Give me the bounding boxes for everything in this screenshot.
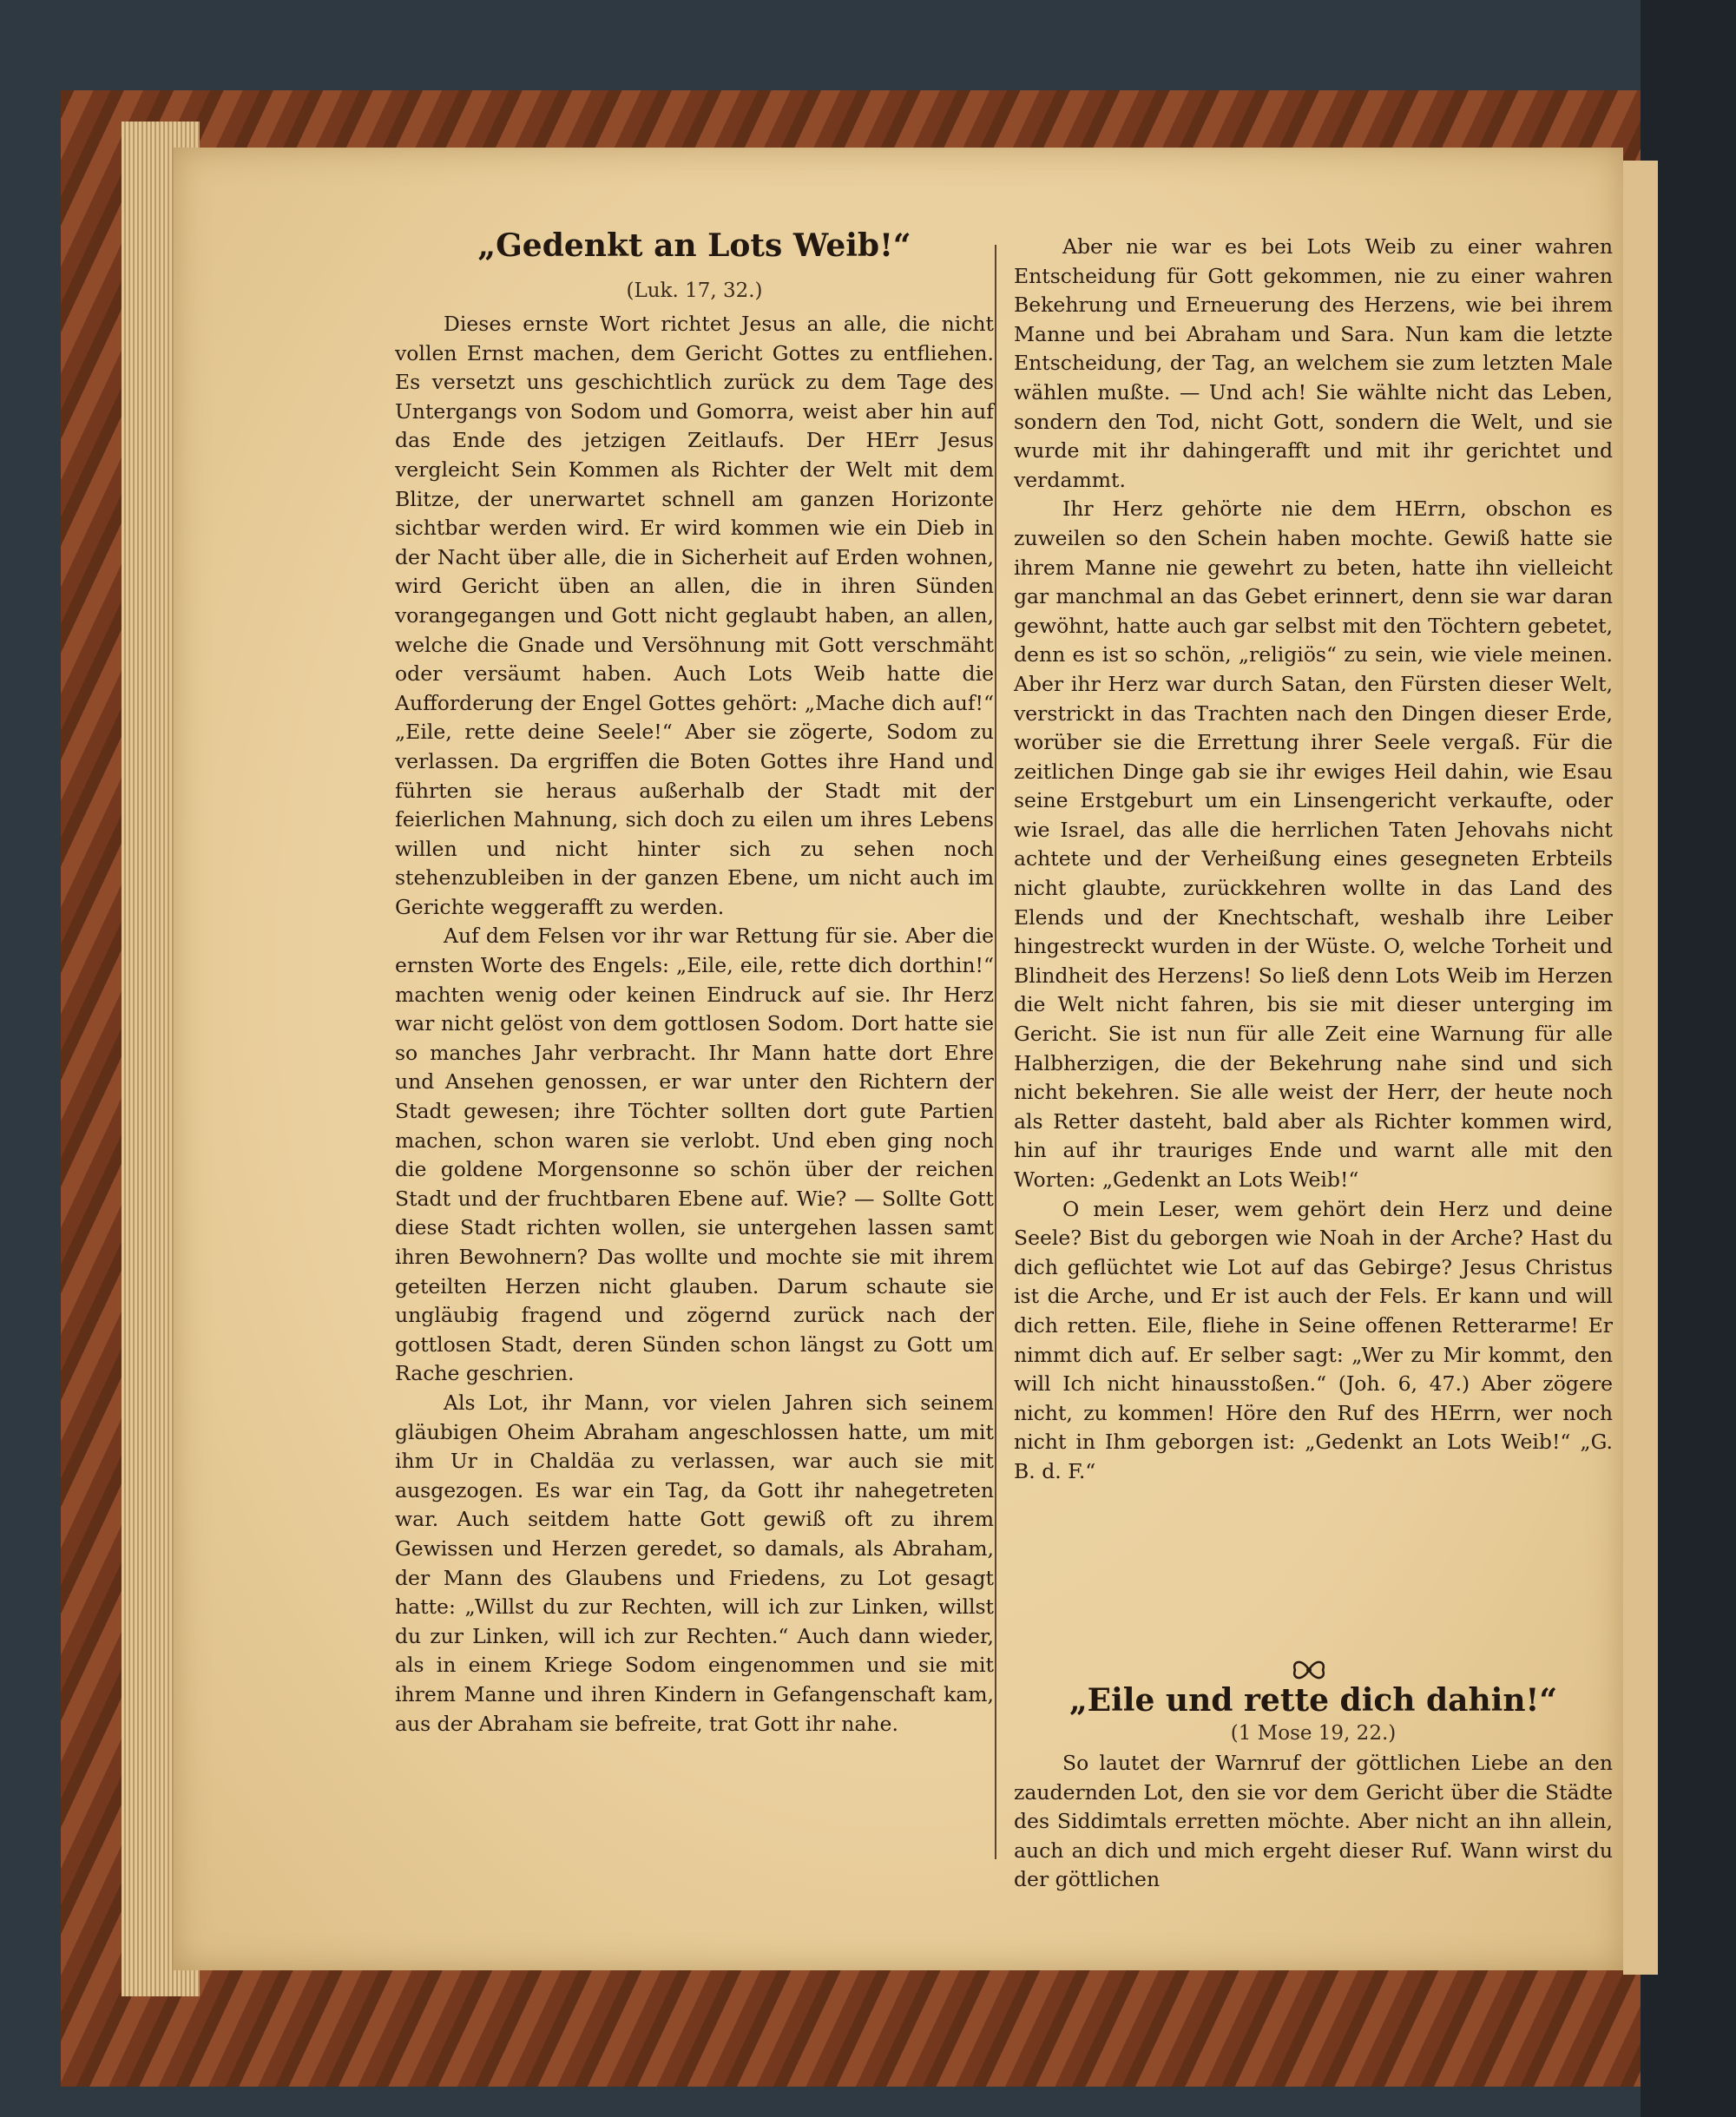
article-title: „Gedenkt an Lots Weib!“ [477,227,911,264]
column-divider [995,245,996,1859]
paragraph: Aber nie war es bei Lots Weib zu einer wahren Entscheidung für Gott gekommen, nie zu einer wahren Bekehrung und Erneuerung des Herzens, wie bei ihrem Manne und bei Abraham und Sara. Nun kam die letzte Entscheidung, der Tag, an welchem sie zum letzten Male wählen mußte. — Und ach! Sie wählte nicht das Leben, sondern den Tod, nicht Gott, sondern die Welt, und sie wurde mit ihr dahingerafft und mit ihr gerichtet und verdammt. [1014,234,1613,492]
bible-reference-2: (1 Mose 19, 22.) [1230,1722,1397,1745]
bible-reference: (Luk. 17, 32.) [626,279,763,302]
paragraph: Auf dem Felsen vor ihr war Rettung für sie. Aber die ernsten Worte des Engels: „Eile, eile, rette dich dorthin!“ machten wenig oder keinen Eindruck auf sie. Ihr Herz war nicht gelöst von dem gottlosen Sodom. Dort hatte sie so manches Jahr verbracht. Ihr Mann hatte dort Ehre und Ansehen genossen, er war unter den Richtern der Stadt gewesen; ihre Töchter sollten dort gute Partien machen, schon waren sie verlobt. Und eben ging noch die goldene Morgensonne so schön über der reichen Stadt und der fruchtbaren Ebene auf. Wie? — Sollte Gott diese Stadt richten wollen, sie untergehen lassen samt ihren Bewohnern? Das wollte und mochte sie mit ihrem geteilten Herzen nicht glauben. Darum schaute sie ungläubig fragend und zögernd zurück nach der gottlosen Stadt, deren Sünden schon längst zu Gott um Rache geschrien. [395,924,994,1386]
article-title-2: „Eile und rette dich dahin!“ [1069,1682,1558,1719]
right-column [1014,233,1613,1487]
paragraph: Ihr Herz gehörte nie dem HErrn, obschon es zuweilen so den Schein haben mochte. Gewiß hatte sie ihrem Manne nie gewehrt zu beten, hatte ihn vielleicht gar manchmal an das Gebet erinnert, denn sie war daran gewöhnt, hatte auch gar selbst mit den Töchtern gebetet, denn es ist so schön, „religiös“ zu sein, wie viele meinen. Aber ihr Herz war durch Satan, den Fürsten dieser Welt, verstrickt in das Trachten nach den Dingen dieser Erde, worüber sie die Errettung ihrer Seele vergaß. Für die zeitlichen Dinge gab sie ihr ewiges Heil dahin, wie Esau seine Erstgeburt um ein Linsengericht verkaufte, oder wie Israel, das alle die herrlichen Taten Jehovahs nicht achtete und der Verheißung eines gesegneten Erbteils nicht glaubte, zurückkehren wollte in das Land des Elends und der Knechtschaft, weshalb ihre Leiber hingestreckt wurden in der Wüste. O, welche Torheit und Blindheit des Herzens! So ließ denn Lots Weib im Herzen die Welt nicht fahren, bis sie mit dieser unterging im Gericht. Sie ist nun für alle Zeit eine Warnung für alle Halbherzigen, die der Bekehrung nahe sind und sich nicht bekehren. Sie alle weist der Herr, der heute noch als Retter dasteht, bald aber als Richter kommen wird, hin auf ihr trauriges Ende und warnt alle mit den Worten: „Gedenkt an Lots Weib!“ [1014,496,1613,1192]
paragraph: So lautet der Warnruf der göttlichen Liebe an den zaudernden Lot, den sie vor dem Gericht über die Städte des Siddimtals erretten möchte. Aber nicht an ihn allein, auch an dich und mich ergeht dieser Ruf. Wann wirst du der göttlichen [1014,1751,1613,1892]
paragraph: O mein Leser, wem gehört dein Herz und deine Seele? Bist du geborgen wie Noah in der Arche? Hast du dich geflüchtet wie Lot auf das Gebirge? Jesus Christus ist die Arche, und Er ist auch der Fels. Er kann und will dich retten. Eile, fliehe in Seine offenen Retterarme! Er nimmt dich auf. Er selber sagt: „Wer zu Mir kommt, den will Ich nicht hinausstoßen.“ (Joh. 6, 47.) Aber zögere nicht, zu kommen! Höre den Ruf des HErrn, wer noch nicht in Ihm geborgen ist: „Gedenkt an Lots Weib!“ „G. B. d. F.“ [1014,1196,1613,1483]
paragraph: Dieses ernste Wort richtet Jesus an alle, die nicht vollen Ernst machen, dem Gericht Gottes zu entfliehen. Es versetzt uns geschichtlich zurück zu dem Tage des Untergangs von Sodom und Gomorra, weist aber hin auf das Ende des jetzigen Zeitlaufs. Der HErr Jesus vergleicht Sein Kommen als Richter der Welt mit dem Blitze, der unerwartet schnell am ganzen Horizonte sichtbar werden wird. Er wird kommen wie ein Dieb in der Nacht über alle, die in Sicherheit auf Erden wohnen, wird Gericht üben an allen, die in ihren Sünden vorangegangen und Gott nicht geglaubt haben, an allen, welche die Gnade und Versöhnung mit Gott verschmäht oder versäumt haben. Auch Lots Weib hatte die Aufforderung der Engel Gottes gehört: „Mache dich auf!“ „Eile, rette deine Seele!“ Aber sie zögerte, Sodom zu verlassen. Da ergriffen die Boten Gottes ihre Hand und führten sie heraus außerhalb der Stadt mit der feierlichen Mahnung, sich doch zu eilen um ihres Lebens willen und nicht hinter sich zu sehen noch stehenzubleiben in der ganzen Ebene, um nicht auch im Gerichte weggerafft zu werden. [395,312,994,919]
paragraph: Als Lot, ihr Mann, vor vielen Jahren sich seinem gläubigen Oheim Abraham angeschlossen hatte, um mit ihm Ur in Chaldäa zu verlassen, war auch sie mit ausgezogen. Es war ein Tag, da Gott ihr nahegetreten war. Auch seitdem hatte Gott gewiß oft zu ihrem Gewissen und Herzen geredet, so damals, als Abraham, der Mann des Glaubens und Friedens, zu Lot gesagt hatte: „Willst du zur Rechten, will ich zur Linken, willst du zur Linken, will ich zur Rechten.“ Auch dann wieder, als in einem Kriege Sodom eingenommen und sie mit ihrem Manne und ihren Kindern in Gefangenschaft kam, aus der Abraham sie befreite, trat Gott ihr nahe. [395,1390,994,1736]
left-column [395,310,994,1739]
right-column-2 [1014,1749,1613,1895]
facing-page-edge [1623,161,1658,1975]
